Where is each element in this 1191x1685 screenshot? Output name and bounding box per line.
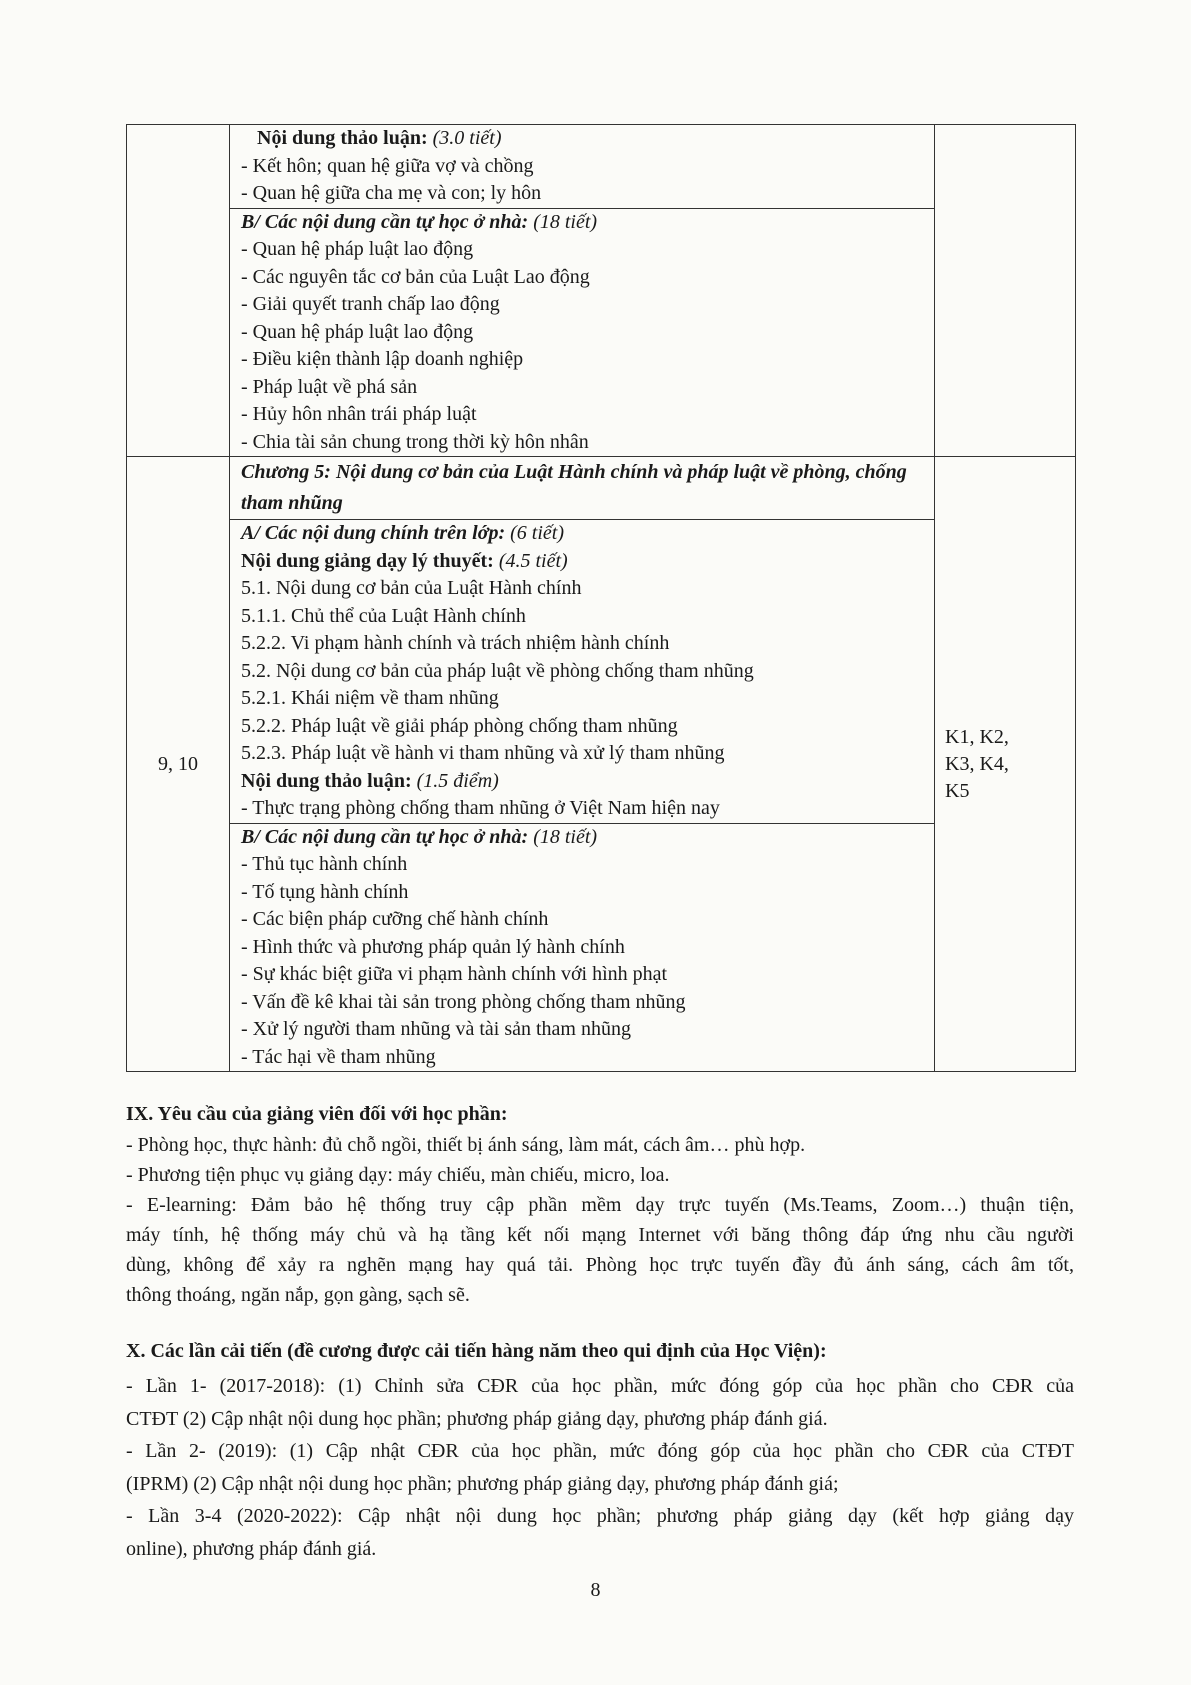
list-item: 5.2.1. Khái niệm về tham nhũng xyxy=(241,687,499,709)
week-cell-empty xyxy=(127,125,230,457)
paragraph-line: máy tính, hệ thống máy chủ và hạ tầng kết nối mạng Internet với băng thông đáp ứng nhu cầu người xyxy=(126,1224,1074,1246)
list-item: - Kết hôn; quan hệ giữa vợ và chồng xyxy=(241,154,534,177)
paragraph-line: - Lần 2- (2019): (1) Cập nhật CĐR của học phần, mức đóng góp của học phần cho CĐR của CTĐT xyxy=(126,1440,1074,1462)
self-study-hours: (18 tiết) xyxy=(533,825,598,848)
section-x-title: X. Các lần cải tiến (đề cương được cải tiến hàng năm theo qui định của Học Viện): xyxy=(126,1340,827,1362)
clo-line: K1, K2, xyxy=(945,725,1009,748)
theory-heading-line xyxy=(241,548,926,576)
self-study-heading-line xyxy=(241,824,926,852)
page-number: 8 xyxy=(590,1579,601,1601)
section-x-body xyxy=(126,1370,1074,1565)
paragraph-line: online), phương pháp đánh giá. xyxy=(126,1537,377,1560)
clo-cell xyxy=(935,457,1076,1072)
list-item: 5.1. Nội dung cơ bản của Luật Hành chính xyxy=(241,577,582,599)
content-cell xyxy=(230,520,935,824)
class-heading-line xyxy=(241,520,926,548)
clo-cell-empty xyxy=(935,125,1076,457)
self-study-hours: (18 tiết) xyxy=(533,210,598,233)
discussion-heading-line xyxy=(241,768,926,796)
clo-line: K3, K4, xyxy=(945,752,1009,775)
self-study-heading: B/ Các nội dung cần tự học ở nhà: xyxy=(241,825,529,848)
clo-line: K5 xyxy=(945,779,970,802)
discussion-hours: (1.5 điểm) xyxy=(416,769,499,792)
list-item: 5.2. Nội dung cơ bản của pháp luật về phòng chống tham nhũng xyxy=(241,659,754,682)
theory-heading: Nội dung giảng dạy lý thuyết: xyxy=(241,549,494,572)
paragraph-line: - Lần 1- (2017-2018): (1) Chỉnh sửa CĐR của học phần, mức đóng góp của học phần cho CĐR của xyxy=(126,1375,1074,1397)
table-row xyxy=(127,208,1076,457)
class-heading: A/ Các nội dung chính trên lớp: xyxy=(241,522,506,544)
table-row xyxy=(127,457,1076,520)
list-item: - Sự khác biệt giữa vi phạm hành chính với hình phạt xyxy=(241,963,668,985)
discussion-heading: Nội dung thảo luận: xyxy=(257,127,428,149)
list-item: - Pháp luật về phá sản xyxy=(241,375,418,398)
class-hours: (6 tiết) xyxy=(510,522,565,544)
list-item: 5.2.3. Pháp luật về hành vi tham nhũng và xử lý tham nhũng xyxy=(241,742,725,764)
list-item: 5.2.2. Pháp luật về giải pháp phòng chống tham nhũng xyxy=(241,714,678,737)
list-item: - Tác hại về tham nhũng xyxy=(241,1045,436,1068)
paragraph-line: (IPRM) (2) Cập nhật nội dung học phần; phương pháp giảng dạy, phương pháp đánh giá; xyxy=(126,1472,839,1495)
section-ix-body xyxy=(126,1130,1074,1310)
paragraph-line: dùng, không để xảy ra nghẽn mạng hay quá tải. Phòng học trực tuyến đầy đủ ánh sáng, cách âm tốt, xyxy=(126,1254,1074,1276)
self-study-heading: B/ Các nội dung cần tự học ở nhà: xyxy=(241,210,529,233)
content-cell xyxy=(230,823,935,1072)
list-item: 5.1.1. Chủ thể của Luật Hành chính xyxy=(241,604,526,627)
list-item: - Hủy hôn nhân trái pháp luật xyxy=(241,403,477,425)
list-item: - Chia tài sản chung trong thời kỳ hôn nhân xyxy=(241,430,589,453)
list-item: - Giải quyết tranh chấp lao động xyxy=(241,293,500,315)
list-item: - Điều kiện thành lập doanh nghiệp xyxy=(241,348,524,370)
list-item: - Thủ tục hành chính xyxy=(241,853,408,875)
list-item: - Xử lý người tham nhũng và tài sản tham nhũng xyxy=(241,1018,631,1040)
discussion-heading: Nội dung thảo luận: xyxy=(241,769,412,792)
paragraph-line: - Phương tiện phục vụ giảng dạy: máy chiếu, màn chiếu, micro, loa. xyxy=(126,1164,670,1186)
list-item: - Quan hệ giữa cha mẹ và con; ly hôn xyxy=(241,182,542,204)
paragraph-line: - Lần 3-4 (2020-2022): Cập nhật nội dung học phần; phương pháp giảng dạy (kết hợp giảng dạy xyxy=(126,1505,1074,1527)
paragraph-line: - Phòng học, thực hành: đủ chỗ ngồi, thiết bị ánh sáng, làm mát, cách âm… phù hợp. xyxy=(126,1134,806,1156)
list-item: - Các nguyên tắc cơ bản của Luật Lao động xyxy=(241,265,590,288)
list-item: - Các biện pháp cưỡng chế hành chính xyxy=(241,908,549,930)
list-item: - Thực trạng phòng chống tham nhũng ở Việt Nam hiện nay xyxy=(241,797,720,819)
paragraph-line: thông thoáng, ngăn nắp, gọn gàng, sạch sẽ. xyxy=(126,1284,470,1306)
list-item: - Vấn đề kê khai tài sản trong phòng chống tham nhũng xyxy=(241,990,686,1013)
list-item: - Tố tụng hành chính xyxy=(241,880,409,903)
list-item: - Quan hệ pháp luật lao động xyxy=(241,238,474,260)
week-cell: 9, 10 xyxy=(127,457,230,1072)
chapter-cell xyxy=(230,457,935,520)
discussion-heading-line xyxy=(241,125,926,153)
syllabus-table xyxy=(126,124,1076,1072)
chapter-title: Chương 5: Nội dung cơ bản của Luật Hành chính và pháp luật về phòng, chống tham nhũng xyxy=(241,461,907,514)
table-row xyxy=(127,520,1076,824)
discussion-hours: (3.0 tiết) xyxy=(432,127,502,149)
section-ix-title: IX. Yêu cầu của giảng viên đối với học phần: xyxy=(126,1103,508,1125)
self-study-heading-line xyxy=(241,209,926,237)
table-row xyxy=(127,125,1076,209)
table-row xyxy=(127,823,1076,1072)
paragraph-line: CTĐT (2) Cập nhật nội dung học phần; phương pháp giảng dạy, phương pháp đánh giá. xyxy=(126,1407,828,1430)
list-item: - Quan hệ pháp luật lao động xyxy=(241,320,474,343)
list-item: 5.2.2. Vi phạm hành chính và trách nhiệm hành chính xyxy=(241,632,670,654)
content-cell xyxy=(230,125,935,209)
content-cell xyxy=(230,208,935,457)
list-item: - Hình thức và phương pháp quản lý hành chính xyxy=(241,935,625,958)
theory-hours: (4.5 tiết) xyxy=(498,549,568,572)
paragraph-line: - E-learning: Đảm bảo hệ thống truy cập phần mềm dạy trực tuyến (Ms.Teams, Zoom…) thuận tiện, xyxy=(126,1194,1074,1216)
